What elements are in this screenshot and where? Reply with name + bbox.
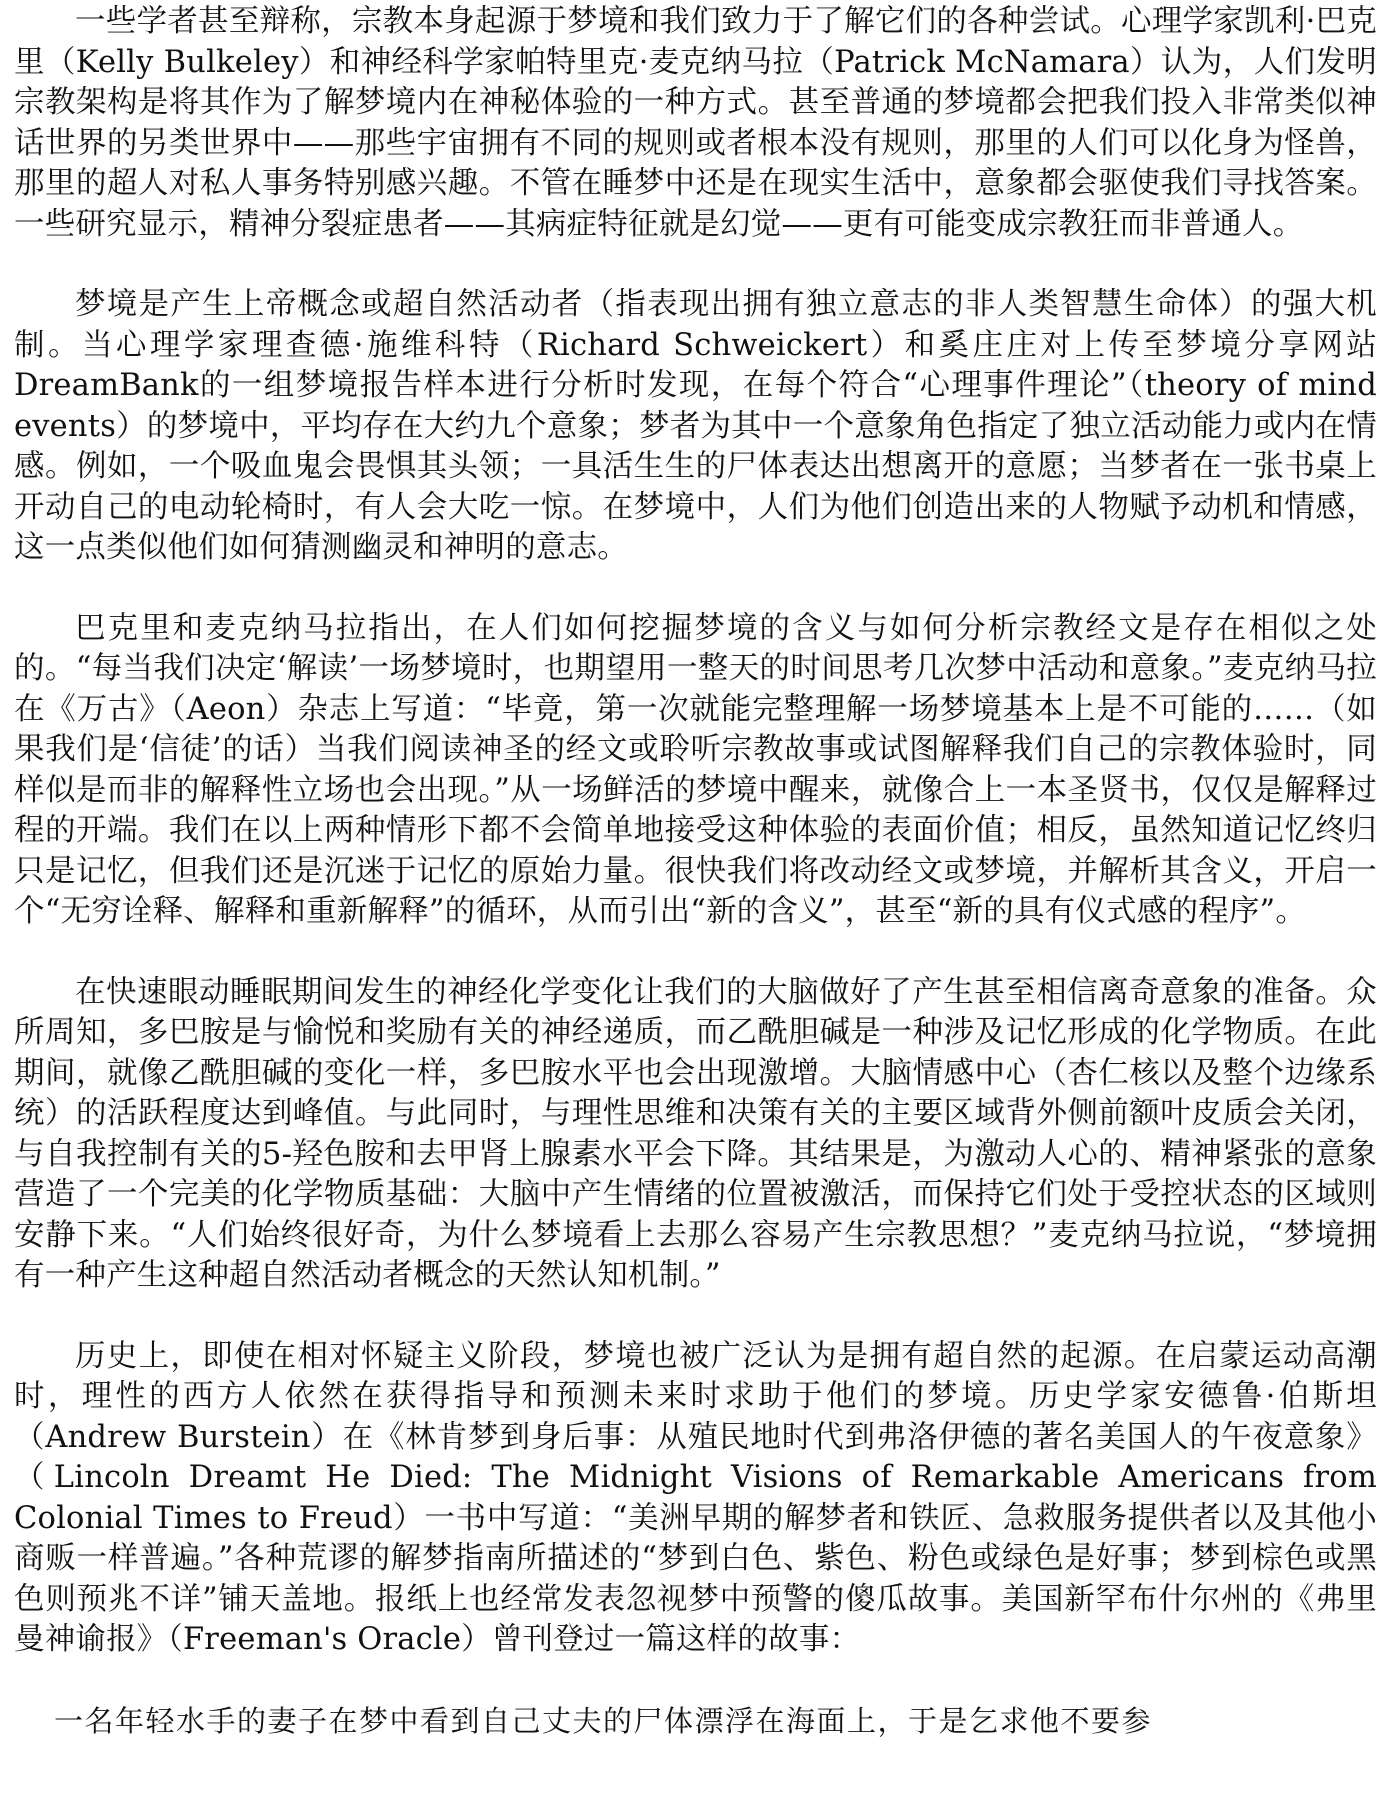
paragraph-dream-interpretation: 巴克里和麦克纳马拉指出，在人们如何挖掘梦境的含义与如何分析宗教经文是存在相似之处的。“每当我们决定‘解读’一场梦境时，也期望用一整天的时间思考几次梦中活动和意象。”麦克纳马拉在《万古》（Aeon）杂志上写道：“毕竟，第一次就能完整理解一场梦境基本上是不可能的……（如果我们是‘信徒’的话）当我们阅读神圣的经文或聆听宗教故事或试图解释我们自己的宗教体验时，同样似是而非的解释性立场也会出现。”从一场鲜活的梦境中醒来，就像合上一本圣贤书，仅仅是解释过程的开端。我们在以上两种情形下都不会简单地接受这种体验的表面价值；相反，虽然知道记忆终归只是记忆，但我们还是沉迷于记忆的原始力量。很快我们将改动经文或梦境，并解析其含义，开启一个“无穷诠释、解释和重新解释”的循环，从而引出“新的含义”，甚至“新的具有仪式感的程序”。 — [14, 610, 1377, 929]
paragraph-rem-neurochemistry: 在快速眼动睡眠期间发生的神经化学变化让我们的大脑做好了产生甚至相信离奇意象的准备。众所周知，多巴胺是与愉悦和奖励有关的神经递质，而乙酰胆碱是一种涉及记忆形成的化学物质。在此期间，就像乙酰胆碱的变化一样，多巴胺水平也会出现激增。大脑情感中心（杏仁核以及整个边缘系统）的活跃程度达到峰值。与此同时，与理性思维和决策有关的主要区域背外侧前额叶皮质会关闭，与自我控制有关的5-羟色胺和去甲肾上腺素水平会下降。其结果是，为激动人心的、精神紧张的意象营造了一个完美的化学物质基础：大脑中产生情绪的位置被激活，而保持它们处于受控状态的区域则安静下来。“人们始终很好奇，为什么梦境看上去那么容易产生宗教思想？”麦克纳马拉说，“梦境拥有一种产生这种超自然活动者概念的天然认知机制。” — [14, 974, 1377, 1293]
block-quote: 一名年轻水手的妻子在梦中看到自己丈夫的尸体漂浮在海面上，于是乞求他不要参 — [54, 1703, 1153, 1738]
paragraph-religion-origin: 一些学者甚至辩称，宗教本身起源于梦境和我们致力于了解它们的各种尝试。心理学家凯利·巴克里（Kelly Bulkeley）和神经科学家帕特里克·麦克纳马拉（Patrick McNamara）认为，人们发明宗教架构是将其作为了解梦境内在神秘体验的一种方式。甚至普通的梦境都会把我们投入非常类似神话世界的另类世界中——那些宇宙拥有不同的规则或者根本没有规则，那里的人们可以化身为怪兽，那里的超人对私人事务特别感兴趣。不管在睡梦中还是在现实生活中，意象都会驱使我们寻找答案。一些研究显示，精神分裂症患者——其病症特征就是幻觉——更有可能变成宗教狂而非普通人。 — [14, 4, 1377, 242]
paragraph-history-of-dreams: 历史上，即使在相对怀疑主义阶段，梦境也被广泛认为是拥有超自然的起源。在启蒙运动高潮时，理性的西方人依然在获得指导和预测未来时求助于他们的梦境。历史学家安德鲁·伯斯坦（Andrew Burstein）在《林肯梦到身后事：从殖民地时代到弗洛伊德的著名美国人的午夜意象》（Lincoln Dreamt He Died: The Midnight Visions of Remarkable Americans from Colonial Times to Freud）一书中写道：“美洲早期的解梦者和铁匠、急救服务提供者以及其他小商贩一样普遍。”各种荒谬的解梦指南所描述的“梦到白色、紫色、粉色或绿色是好事；梦到棕色或黑色则预兆不详”铺天盖地。报纸上也经常发表忽视梦中预警的傻瓜故事。美国新罕布什尔州的《弗里曼神谕报》（Freeman's Oracle）曾刊登过一篇这样的故事： — [14, 1338, 1377, 1657]
paragraph-supernatural-agents: 梦境是产生上帝概念或超自然活动者（指表现出拥有独立意志的非人类智慧生命体）的强大机制。当心理学家理查德·施维科特（Richard Schweickert）和奚庄庄对上传至梦境分享网站DreamBank的一组梦境报告样本进行分析时发现，在每个符合“心理事件理论”（theory of mind events）的梦境中，平均存在大约九个意象；梦者为其中一个意象角色指定了独立活动能力或内在情感。例如，一个吸血鬼会畏惧其头领；一具活生生的尸体表达出想离开的意愿；当梦者在一张书桌上开动自己的电动轮椅时，有人会大吃一惊。在梦境中，人们为他们创造出来的人物赋予动机和情感，这一点类似他们如何猜测幽灵和神明的意志。 — [14, 287, 1377, 565]
